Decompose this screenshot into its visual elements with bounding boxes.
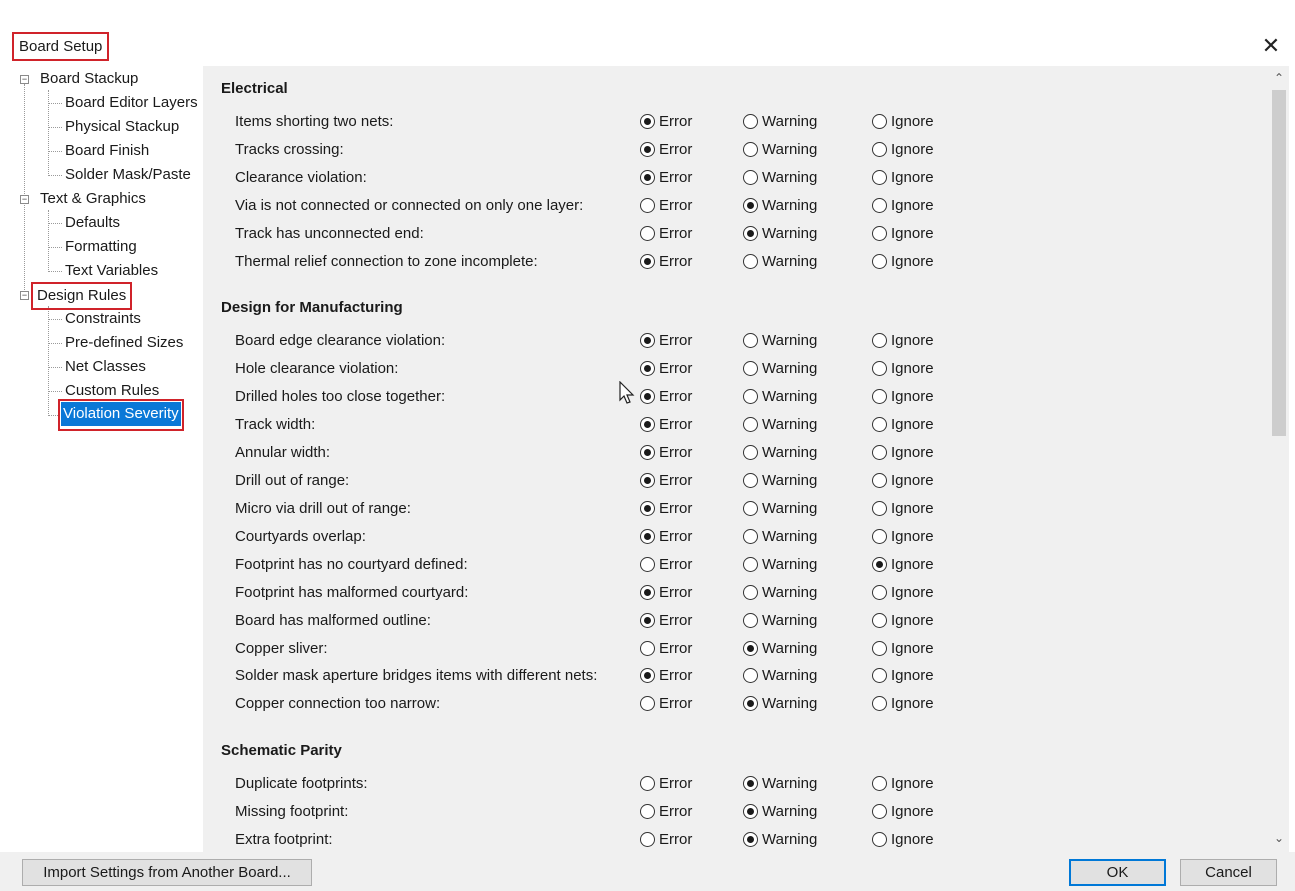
- tree-item-violation-severity-label: Violation Severity: [61, 402, 181, 426]
- severity-row-label: Tracks crossing:: [235, 141, 344, 158]
- warning-option-label: Warning: [762, 667, 818, 684]
- dialog-title: Board Setup: [12, 32, 109, 61]
- error-option-label: Error: [659, 556, 693, 573]
- warning-option-label: Warning: [762, 225, 818, 242]
- severity-row: [203, 251, 1269, 275]
- ignore-option-label: Ignore: [891, 556, 934, 573]
- radio-unchecked-icon[interactable]: [872, 501, 887, 516]
- radio-unchecked-icon[interactable]: [872, 832, 887, 847]
- scroll-down-icon[interactable]: ⌄: [1273, 831, 1285, 845]
- warning-option-label: Warning: [762, 528, 818, 545]
- radio-unchecked-icon[interactable]: [743, 417, 758, 432]
- warning-option-label: Warning: [762, 775, 818, 792]
- error-radio-option[interactable]: [640, 500, 692, 517]
- severity-row: [203, 829, 1269, 853]
- error-radio-option[interactable]: [640, 775, 692, 792]
- radio-unchecked-icon[interactable]: [872, 198, 887, 213]
- severity-row-label: Copper sliver:: [235, 640, 328, 657]
- severity-row-label: Items shorting two nets:: [235, 113, 394, 130]
- mouse-pointer-icon: [619, 381, 635, 405]
- severity-row-label: Board edge clearance violation:: [235, 332, 446, 349]
- error-option-label: Error: [659, 640, 693, 657]
- radio-checked-icon[interactable]: [640, 585, 655, 600]
- warning-radio-option[interactable]: [743, 416, 817, 433]
- warning-option-label: Warning: [762, 695, 818, 712]
- error-option-label: Error: [659, 444, 693, 461]
- radio-checked-icon[interactable]: [743, 641, 758, 656]
- error-radio-option[interactable]: [640, 225, 692, 242]
- severity-row-label: Copper connection too narrow:: [235, 695, 441, 712]
- error-option-label: Error: [659, 528, 693, 545]
- radio-unchecked-icon[interactable]: [872, 776, 887, 791]
- warning-radio-option[interactable]: [743, 113, 817, 130]
- error-radio-option[interactable]: [640, 803, 692, 820]
- radio-checked-icon[interactable]: [743, 832, 758, 847]
- error-radio-option[interactable]: [640, 472, 692, 489]
- error-option-label: Error: [659, 584, 693, 601]
- radio-unchecked-icon[interactable]: [872, 473, 887, 488]
- radio-unchecked-icon[interactable]: [640, 776, 655, 791]
- error-radio-option[interactable]: [640, 695, 692, 712]
- ignore-option-label: Ignore: [891, 169, 934, 186]
- warning-option-label: Warning: [762, 612, 818, 629]
- ignore-radio-option[interactable]: [872, 695, 934, 712]
- severity-row: [203, 386, 1269, 410]
- close-icon[interactable]: ✕: [1261, 33, 1281, 58]
- ignore-radio-option[interactable]: [872, 444, 934, 461]
- radio-unchecked-icon[interactable]: [743, 142, 758, 157]
- radio-checked-icon[interactable]: [640, 389, 655, 404]
- ignore-radio-option[interactable]: [872, 332, 934, 349]
- error-option-label: Error: [659, 612, 693, 629]
- warning-option-label: Warning: [762, 556, 818, 573]
- severity-row: [203, 498, 1269, 522]
- ignore-option-label: Ignore: [891, 444, 934, 461]
- radio-checked-icon[interactable]: [743, 226, 758, 241]
- warning-option-label: Warning: [762, 584, 818, 601]
- radio-unchecked-icon[interactable]: [640, 557, 655, 572]
- ignore-radio-option[interactable]: [872, 612, 934, 629]
- radio-unchecked-icon[interactable]: [872, 668, 887, 683]
- radio-checked-icon[interactable]: [640, 668, 655, 683]
- error-option-label: Error: [659, 360, 693, 377]
- severity-row-label: Clearance violation:: [235, 169, 367, 186]
- tree-item-constraints[interactable]: Constraints: [65, 310, 141, 327]
- warning-radio-option[interactable]: [743, 225, 817, 242]
- error-radio-option[interactable]: [640, 528, 692, 545]
- ignore-option-label: Ignore: [891, 197, 934, 214]
- severity-row: [203, 111, 1269, 135]
- ignore-radio-option[interactable]: [872, 528, 934, 545]
- warning-radio-option[interactable]: [743, 528, 817, 545]
- error-radio-option[interactable]: [640, 667, 692, 684]
- ignore-radio-option[interactable]: [872, 775, 934, 792]
- ignore-radio-option[interactable]: [872, 141, 934, 158]
- ignore-radio-option[interactable]: [872, 253, 934, 270]
- severity-row-label: Board has malformed outline:: [235, 612, 431, 629]
- section-title-design-for-manufacturing: Design for Manufacturing: [221, 299, 403, 316]
- ignore-option-label: Ignore: [891, 332, 934, 349]
- severity-row-label: Hole clearance violation:: [235, 360, 399, 377]
- severity-row-label: Missing footprint:: [235, 803, 349, 820]
- warning-option-label: Warning: [762, 253, 818, 270]
- radio-unchecked-icon[interactable]: [872, 254, 887, 269]
- ignore-option-label: Ignore: [891, 360, 934, 377]
- error-radio-option[interactable]: [640, 556, 692, 573]
- error-option-label: Error: [659, 197, 693, 214]
- radio-unchecked-icon[interactable]: [872, 641, 887, 656]
- radio-unchecked-icon[interactable]: [640, 198, 655, 213]
- error-radio-option[interactable]: [640, 416, 692, 433]
- warning-radio-option[interactable]: [743, 695, 817, 712]
- tree-item-defaults[interactable]: Defaults: [65, 214, 121, 231]
- import-settings-button[interactable]: Import Settings from Another Board...: [22, 859, 312, 886]
- radio-checked-icon[interactable]: [640, 501, 655, 516]
- error-option-label: Error: [659, 500, 693, 517]
- radio-checked-icon[interactable]: [640, 170, 655, 185]
- error-radio-option[interactable]: [640, 831, 692, 848]
- error-option-label: Error: [659, 695, 693, 712]
- radio-unchecked-icon[interactable]: [872, 226, 887, 241]
- severity-row-label: Footprint has malformed courtyard:: [235, 584, 469, 601]
- ignore-option-label: Ignore: [891, 472, 934, 489]
- severity-row-label: Track has unconnected end:: [235, 225, 424, 242]
- radio-unchecked-icon[interactable]: [640, 641, 655, 656]
- warning-option-label: Warning: [762, 803, 818, 820]
- radio-unchecked-icon[interactable]: [743, 170, 758, 185]
- warning-radio-option[interactable]: [743, 360, 817, 377]
- radio-unchecked-icon[interactable]: [743, 361, 758, 376]
- severity-row-label: Micro via drill out of range:: [235, 500, 411, 517]
- severity-row-label: Track width:: [235, 416, 316, 433]
- radio-unchecked-icon[interactable]: [743, 254, 758, 269]
- radio-unchecked-icon[interactable]: [872, 389, 887, 404]
- warning-option-label: Warning: [762, 141, 818, 158]
- error-radio-option[interactable]: [640, 197, 692, 214]
- ignore-radio-option[interactable]: [872, 113, 934, 130]
- warning-option-label: Warning: [762, 500, 818, 517]
- radio-unchecked-icon[interactable]: [872, 333, 887, 348]
- error-radio-option[interactable]: [640, 113, 692, 130]
- ignore-option-label: Ignore: [891, 803, 934, 820]
- cancel-button[interactable]: Cancel: [1180, 859, 1277, 886]
- warning-radio-option[interactable]: [743, 253, 817, 270]
- severity-row: [203, 554, 1269, 578]
- warning-option-label: Warning: [762, 444, 818, 461]
- severity-row: [203, 773, 1269, 797]
- severity-row: [203, 139, 1269, 163]
- error-option-label: Error: [659, 775, 693, 792]
- ok-button[interactable]: OK: [1069, 859, 1166, 886]
- warning-option-label: Warning: [762, 113, 818, 130]
- ignore-option-label: Ignore: [891, 667, 934, 684]
- ignore-option-label: Ignore: [891, 225, 934, 242]
- radio-checked-icon[interactable]: [640, 333, 655, 348]
- ignore-radio-option[interactable]: [872, 225, 934, 242]
- warning-option-label: Warning: [762, 332, 818, 349]
- ignore-radio-option[interactable]: [872, 472, 934, 489]
- tree-item-predefined-sizes[interactable]: Pre-defined Sizes: [65, 334, 184, 351]
- error-option-label: Error: [659, 141, 693, 158]
- severity-row-label: Duplicate footprints:: [235, 775, 368, 792]
- radio-unchecked-icon[interactable]: [640, 696, 655, 711]
- radio-checked-icon[interactable]: [743, 198, 758, 213]
- error-radio-option[interactable]: [640, 169, 692, 186]
- radio-unchecked-icon[interactable]: [872, 142, 887, 157]
- ignore-radio-option[interactable]: [872, 584, 934, 601]
- tree-item-violation-severity[interactable]: [58, 399, 184, 431]
- tree-item-text-variables[interactable]: Text Variables: [65, 262, 159, 279]
- radio-checked-icon[interactable]: [743, 776, 758, 791]
- radio-checked-icon[interactable]: [640, 417, 655, 432]
- severity-row: [203, 414, 1269, 438]
- error-option-label: Error: [659, 388, 693, 405]
- radio-unchecked-icon[interactable]: [640, 832, 655, 847]
- severity-row: [203, 195, 1269, 219]
- severity-row: [203, 330, 1269, 354]
- severity-row-label: Solder mask aperture bridges items with different nets:: [235, 667, 598, 684]
- severity-row: [203, 526, 1269, 550]
- radio-unchecked-icon[interactable]: [743, 501, 758, 516]
- tree-item-net-classes[interactable]: Net Classes: [65, 358, 146, 375]
- error-radio-option[interactable]: [640, 253, 692, 270]
- radio-unchecked-icon[interactable]: [872, 170, 887, 185]
- scrollbar-thumb[interactable]: [1272, 90, 1286, 436]
- radio-unchecked-icon[interactable]: [743, 529, 758, 544]
- radio-unchecked-icon[interactable]: [743, 473, 758, 488]
- radio-unchecked-icon[interactable]: [743, 585, 758, 600]
- settings-tree: [0, 66, 203, 852]
- radio-checked-icon[interactable]: [640, 114, 655, 129]
- warning-option-label: Warning: [762, 640, 818, 657]
- warning-option-label: Warning: [762, 169, 818, 186]
- radio-unchecked-icon[interactable]: [640, 226, 655, 241]
- warning-radio-option[interactable]: [743, 332, 817, 349]
- ignore-radio-option[interactable]: [872, 803, 934, 820]
- error-option-label: Error: [659, 225, 693, 242]
- dialog-footer: [0, 852, 1295, 891]
- ignore-radio-option[interactable]: [872, 556, 934, 573]
- severity-row: [203, 693, 1269, 717]
- warning-radio-option[interactable]: [743, 388, 817, 405]
- radio-unchecked-icon[interactable]: [743, 333, 758, 348]
- warning-option-label: Warning: [762, 472, 818, 489]
- ignore-radio-option[interactable]: [872, 197, 934, 214]
- section-title-electrical: Electrical: [221, 80, 288, 97]
- warning-radio-option[interactable]: [743, 556, 817, 573]
- radio-checked-icon[interactable]: [640, 613, 655, 628]
- radio-checked-icon[interactable]: [743, 804, 758, 819]
- tree-item-custom-rules[interactable]: Custom Rules: [65, 382, 160, 399]
- radio-unchecked-icon[interactable]: [640, 804, 655, 819]
- ignore-radio-option[interactable]: [872, 831, 934, 848]
- tree-item-formatting[interactable]: Formatting: [65, 238, 137, 255]
- ignore-radio-option[interactable]: [872, 640, 934, 657]
- error-option-label: Error: [659, 803, 693, 820]
- collapse-text-graphics-icon[interactable]: −: [21, 194, 28, 204]
- severity-row: [203, 167, 1269, 191]
- error-radio-option[interactable]: [640, 332, 692, 349]
- section-title-schematic-parity: Schematic Parity: [221, 742, 342, 759]
- warning-radio-option[interactable]: [743, 775, 817, 792]
- warning-radio-option[interactable]: [743, 640, 817, 657]
- error-option-label: Error: [659, 472, 693, 489]
- radio-unchecked-icon[interactable]: [743, 668, 758, 683]
- radio-checked-icon[interactable]: [640, 529, 655, 544]
- ignore-option-label: Ignore: [891, 141, 934, 158]
- warning-radio-option[interactable]: [743, 831, 817, 848]
- error-option-label: Error: [659, 416, 693, 433]
- warning-option-label: Warning: [762, 197, 818, 214]
- warning-radio-option[interactable]: [743, 500, 817, 517]
- warning-option-label: Warning: [762, 831, 818, 848]
- ignore-option-label: Ignore: [891, 528, 934, 545]
- ignore-radio-option[interactable]: [872, 667, 934, 684]
- warning-radio-option[interactable]: [743, 197, 817, 214]
- error-radio-option[interactable]: [640, 612, 692, 629]
- ignore-option-label: Ignore: [891, 831, 934, 848]
- radio-unchecked-icon[interactable]: [743, 114, 758, 129]
- ignore-radio-option[interactable]: [872, 500, 934, 517]
- radio-checked-icon[interactable]: [872, 557, 887, 572]
- error-radio-option[interactable]: [640, 584, 692, 601]
- radio-unchecked-icon[interactable]: [872, 585, 887, 600]
- radio-unchecked-icon[interactable]: [872, 804, 887, 819]
- vertical-scrollbar[interactable]: [1269, 66, 1289, 852]
- tree-item-design-rules[interactable]: Design Rules: [31, 282, 132, 310]
- severity-row-label: Drill out of range:: [235, 472, 350, 489]
- ignore-radio-option[interactable]: [872, 360, 934, 377]
- error-option-label: Error: [659, 113, 693, 130]
- radio-unchecked-icon[interactable]: [872, 361, 887, 376]
- ignore-option-label: Ignore: [891, 416, 934, 433]
- radio-unchecked-icon[interactable]: [872, 445, 887, 460]
- error-option-label: Error: [659, 332, 693, 349]
- severity-row: [203, 610, 1269, 634]
- ignore-option-label: Ignore: [891, 253, 934, 270]
- tree-item-solder-mask-paste[interactable]: Solder Mask/Paste: [65, 166, 191, 183]
- ignore-option-label: Ignore: [891, 775, 934, 792]
- radio-unchecked-icon[interactable]: [872, 417, 887, 432]
- ignore-radio-option[interactable]: [872, 416, 934, 433]
- radio-unchecked-icon[interactable]: [743, 445, 758, 460]
- tree-item-board-stackup[interactable]: Board Stackup: [40, 70, 139, 87]
- collapse-board-stackup-icon[interactable]: −: [21, 74, 28, 84]
- radio-checked-icon[interactable]: [640, 445, 655, 460]
- severity-row: [203, 223, 1269, 247]
- collapse-design-rules-icon[interactable]: −: [21, 290, 28, 300]
- ignore-option-label: Ignore: [891, 695, 934, 712]
- radio-unchecked-icon[interactable]: [743, 389, 758, 404]
- radio-unchecked-icon[interactable]: [743, 557, 758, 572]
- radio-unchecked-icon[interactable]: [872, 529, 887, 544]
- severity-row-label: Courtyards overlap:: [235, 528, 366, 545]
- radio-checked-icon[interactable]: [743, 696, 758, 711]
- radio-checked-icon[interactable]: [640, 142, 655, 157]
- severity-row: [203, 638, 1269, 662]
- ignore-option-label: Ignore: [891, 612, 934, 629]
- radio-checked-icon[interactable]: [640, 473, 655, 488]
- warning-radio-option[interactable]: [743, 444, 817, 461]
- ignore-option-label: Ignore: [891, 113, 934, 130]
- severity-row: [203, 470, 1269, 494]
- radio-checked-icon[interactable]: [640, 254, 655, 269]
- error-option-label: Error: [659, 831, 693, 848]
- error-radio-option[interactable]: [640, 444, 692, 461]
- severity-row-label: Footprint has no courtyard defined:: [235, 556, 468, 573]
- warning-radio-option[interactable]: [743, 169, 817, 186]
- ignore-option-label: Ignore: [891, 388, 934, 405]
- warning-radio-option[interactable]: [743, 803, 817, 820]
- severity-row: [203, 582, 1269, 606]
- ignore-option-label: Ignore: [891, 640, 934, 657]
- warning-radio-option[interactable]: [743, 472, 817, 489]
- tree-item-text-graphics[interactable]: Text & Graphics: [40, 190, 146, 207]
- scroll-up-icon[interactable]: ⌃: [1273, 71, 1285, 85]
- error-radio-option[interactable]: [640, 640, 692, 657]
- severity-row: [203, 442, 1269, 466]
- severity-row-label: Annular width:: [235, 444, 331, 461]
- radio-unchecked-icon[interactable]: [872, 613, 887, 628]
- warning-option-label: Warning: [762, 360, 818, 377]
- warning-radio-option[interactable]: [743, 667, 817, 684]
- radio-checked-icon[interactable]: [640, 361, 655, 376]
- warning-radio-option[interactable]: [743, 612, 817, 629]
- ignore-radio-option[interactable]: [872, 169, 934, 186]
- error-radio-option[interactable]: [640, 360, 692, 377]
- severity-row: [203, 665, 1269, 689]
- radio-unchecked-icon[interactable]: [743, 613, 758, 628]
- error-option-label: Error: [659, 253, 693, 270]
- error-option-label: Error: [659, 169, 693, 186]
- tree-item-board-editor-layers[interactable]: Board Editor Layers: [65, 94, 198, 111]
- severity-row-label: Via is not connected or connected on only one layer:: [235, 197, 584, 214]
- warning-radio-option[interactable]: [743, 584, 817, 601]
- severity-row-label: Extra footprint:: [235, 831, 333, 848]
- radio-unchecked-icon[interactable]: [872, 114, 887, 129]
- tree-item-physical-stackup[interactable]: Physical Stackup: [65, 118, 180, 135]
- severity-row: [203, 358, 1269, 382]
- error-radio-option[interactable]: [640, 388, 692, 405]
- warning-option-label: Warning: [762, 416, 818, 433]
- error-option-label: Error: [659, 667, 693, 684]
- severity-row: [203, 801, 1269, 825]
- ignore-option-label: Ignore: [891, 500, 934, 517]
- error-radio-option[interactable]: [640, 141, 692, 158]
- warning-option-label: Warning: [762, 388, 818, 405]
- ignore-radio-option[interactable]: [872, 388, 934, 405]
- ignore-option-label: Ignore: [891, 584, 934, 601]
- severity-row-label: Thermal relief connection to zone incomplete:: [235, 253, 538, 270]
- warning-radio-option[interactable]: [743, 141, 817, 158]
- tree-item-board-finish[interactable]: Board Finish: [65, 142, 150, 159]
- violation-severity-panel: [203, 66, 1269, 852]
- severity-row-label: Drilled holes too close together:: [235, 388, 446, 405]
- radio-unchecked-icon[interactable]: [872, 696, 887, 711]
